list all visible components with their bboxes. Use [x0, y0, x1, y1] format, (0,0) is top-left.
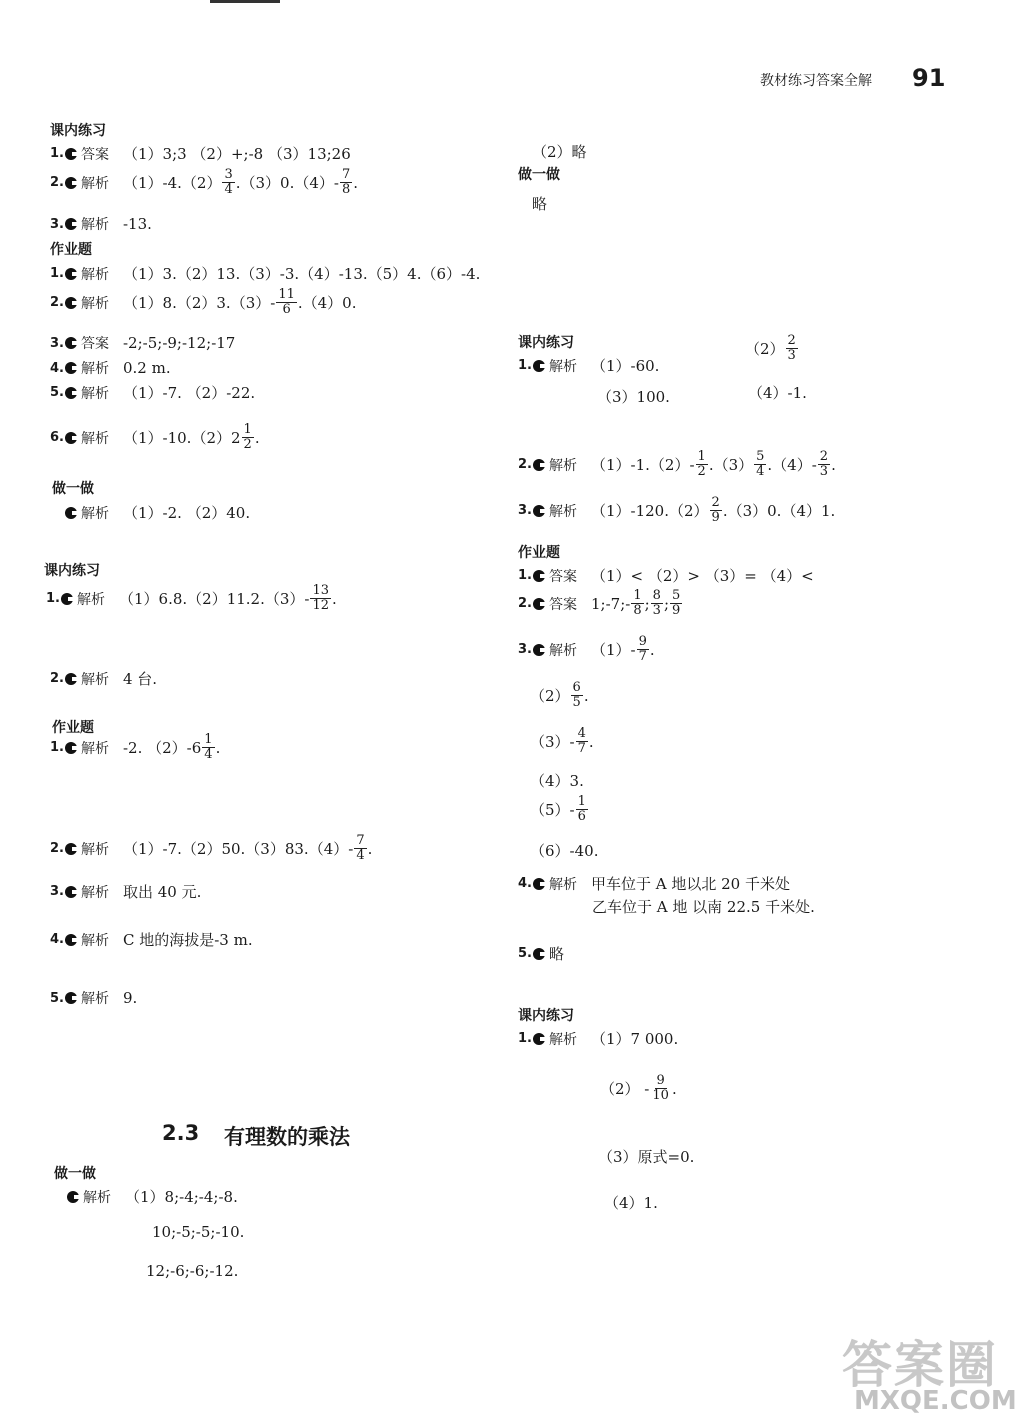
answer-label: 解析 [80, 841, 109, 858]
denominator: 2 [697, 464, 706, 479]
answer-text: （1）-120.（2） [590, 502, 709, 520]
answer-item [50, 263, 480, 284]
numerator: 1 [633, 588, 642, 603]
answer-text: . [215, 738, 221, 757]
answer-text: （1）- [590, 641, 636, 659]
answer-text: ; [644, 594, 650, 613]
fraction [670, 589, 682, 618]
watermark-logo: 答案圈 [842, 1336, 998, 1394]
answer-label: 解析 [80, 430, 109, 447]
question-number: 3. [50, 335, 64, 351]
answer-item [50, 214, 152, 234]
answer-line: （4）1. [604, 1194, 658, 1212]
answer-label: 解析 [80, 740, 109, 757]
answer-item [50, 988, 137, 1008]
denominator: 3 [819, 464, 829, 479]
answer-item [50, 358, 171, 378]
answer-text: （1）8.（2）3.（3）- [122, 294, 276, 312]
bullet-icon [65, 507, 77, 519]
fraction [818, 450, 830, 479]
answer-line: 12;-6;-6;-12. [146, 1262, 239, 1280]
answer-item [50, 143, 351, 164]
answer-item [50, 834, 372, 863]
bullet-icon [65, 177, 77, 189]
section-heading: 作业题 [518, 545, 560, 561]
bullet-icon [533, 948, 545, 960]
question-number: 2. [518, 457, 532, 472]
bullet-icon [65, 362, 77, 374]
answer-text: 略 [548, 945, 564, 963]
denominator: 3 [652, 603, 661, 618]
bullet-icon [533, 459, 545, 471]
bullet-icon [67, 1191, 79, 1203]
answer-label: 解析 [76, 591, 105, 608]
answer-text: （2） [745, 340, 785, 358]
bullet-icon [533, 570, 545, 582]
answer-item [518, 355, 659, 376]
answer-text: （1）-7.（2）50.（3）83.（4）- [122, 840, 354, 858]
numerator: 9 [638, 634, 647, 649]
answer-label: 解析 [80, 361, 109, 377]
question-number: 3. [518, 642, 532, 657]
section-heading: 做一做 [52, 481, 94, 497]
answer-label: 解析 [548, 642, 577, 659]
question-number: 5. [50, 385, 64, 400]
answer-text: （1）8;-4;-4;-8. [125, 1188, 238, 1206]
section-heading: 课内练习 [44, 563, 100, 579]
fraction [637, 635, 649, 664]
question-number: 4. [50, 932, 64, 947]
answer-text: ; [663, 594, 670, 613]
numerator: 2 [819, 449, 829, 464]
section-heading: 做一做 [54, 1166, 96, 1182]
question-number: 2. [518, 596, 532, 611]
answer-label: 解析 [81, 505, 109, 522]
question-number: 3. [50, 884, 64, 899]
numerator: 1 [204, 732, 213, 747]
answer-label: 解析 [80, 295, 109, 312]
answer-item [518, 873, 790, 894]
bullet-icon [65, 843, 77, 855]
answer-line: （4）3. [530, 772, 584, 790]
bullet-icon [65, 148, 77, 160]
denominator: 2 [243, 437, 252, 452]
fraction [222, 168, 234, 197]
answer-label: 解析 [548, 1031, 577, 1048]
answer-text: 9. [122, 989, 138, 1007]
question-number: 3. [50, 216, 64, 232]
numerator: 5 [756, 449, 765, 464]
section-number: 2.3 [162, 1121, 200, 1145]
answer-label: 解析 [80, 385, 109, 402]
answer-item [530, 681, 589, 710]
answer-text: （1）-7. （2）-22. [122, 384, 256, 402]
question-number: 3. [518, 503, 532, 518]
numerator: 2 [711, 495, 720, 510]
answer-item [64, 502, 250, 523]
answer-text: （5）- [530, 801, 575, 819]
denominator: 10 [652, 1088, 669, 1103]
fraction [310, 584, 331, 613]
question-number: 4. [518, 876, 532, 891]
answer-text: （1）3.（2）13.（3）-3.（4）-13.（5）4.（6）-4. [122, 265, 481, 283]
section-heading: 课内练习 [518, 1008, 574, 1024]
numerator: 1 [697, 449, 706, 464]
question-number: 2. [50, 841, 64, 856]
question-number: 1. [50, 266, 64, 281]
answer-label: 解析 [80, 884, 109, 901]
bullet-icon [533, 505, 545, 517]
bullet-icon [65, 934, 77, 946]
bullet-icon [65, 218, 77, 230]
answer-item [518, 496, 835, 525]
numerator: 1 [577, 794, 586, 809]
answer-text: . [332, 589, 337, 608]
numerator: 5 [672, 588, 681, 603]
answer-text: （1）7 000. [590, 1030, 679, 1048]
answer-text: 取出 40 元. [122, 883, 202, 901]
answer-text: -13. [122, 215, 152, 233]
header-decor-line [210, 0, 280, 3]
numerator: 9 [656, 1073, 665, 1088]
answer-text: （1）-10.（2）2 [122, 429, 241, 447]
answer-text: （1）-60. [590, 357, 660, 375]
section-heading: 作业题 [50, 242, 92, 258]
answer-item [50, 288, 356, 317]
question-number: 1. [518, 358, 532, 373]
answer-item [50, 929, 253, 950]
fraction [696, 450, 708, 479]
answer-line: （6）-40. [530, 842, 599, 860]
answer-text: . [353, 173, 359, 192]
bullet-icon [65, 432, 77, 444]
section-heading: 课内练习 [518, 335, 574, 351]
fraction [340, 168, 352, 197]
answer-text: .（3）0.（4）- [235, 174, 339, 192]
fraction [571, 681, 583, 710]
numerator: 3 [224, 167, 233, 182]
fraction [354, 834, 366, 863]
answer-text: （1）-1.（2）- [590, 456, 695, 474]
bullet-icon [533, 644, 545, 656]
denominator: 6 [577, 809, 586, 824]
answer-text: （1）3;3 （2）+;-8 （3）13;26 [122, 145, 351, 163]
bullet-icon [65, 673, 77, 685]
answer-text: . [367, 839, 373, 858]
fraction [651, 589, 663, 618]
denominator: 4 [356, 848, 365, 863]
answer-item [530, 727, 594, 756]
denominator: 3 [787, 348, 796, 363]
answer-label: 答案 [548, 596, 577, 613]
bullet-icon [65, 297, 77, 309]
fraction [242, 423, 254, 452]
answer-label: 答案 [80, 336, 109, 352]
answer-item [518, 565, 814, 586]
answer-item [600, 1074, 677, 1103]
answer-item [50, 333, 235, 353]
numerator: 6 [572, 680, 581, 695]
denominator: 6 [282, 302, 291, 317]
answer-item [50, 881, 201, 902]
answer-text: 4 台. [122, 670, 158, 688]
answer-text: -2. （2）-6 [122, 739, 202, 757]
answer-label: 解析 [83, 1189, 111, 1206]
answer-label: 解析 [548, 457, 577, 474]
answer-line: （4）-1. [748, 384, 807, 402]
question-number: 1. [50, 740, 64, 755]
denominator: 5 [572, 695, 581, 710]
answer-text: .（4）- [767, 456, 817, 474]
answer-text: C 地的海拔是-3 m. [122, 931, 253, 949]
bullet-icon [533, 878, 545, 890]
bullet-icon [65, 886, 77, 898]
answer-item [66, 1186, 238, 1207]
answer-text: .（3）0.（4）1. [722, 502, 836, 520]
bullet-icon [65, 387, 77, 399]
answer-text: 1;-7;- [590, 594, 631, 613]
answer-item [50, 423, 260, 452]
answer-label: 答案 [548, 568, 577, 585]
answer-line: 10;-5;-5;-10. [152, 1223, 245, 1241]
numerator: 7 [341, 167, 351, 182]
answer-item [518, 589, 683, 618]
question-number: 1. [518, 1031, 532, 1046]
answer-text: （1）6.8.（2）11.2.（3）- [118, 590, 310, 608]
watermark-url: MXQE.COM [854, 1386, 1017, 1416]
question-number: 4. [50, 360, 64, 376]
answer-label: 答案 [80, 146, 109, 163]
section-heading: 作业题 [52, 720, 94, 736]
denominator: 4 [204, 747, 213, 762]
fraction [276, 288, 297, 317]
fraction [576, 727, 588, 756]
bullet-icon [65, 337, 77, 349]
denominator: 12 [312, 598, 330, 613]
answer-item [518, 450, 836, 479]
bullet-icon [65, 742, 77, 754]
answer-line: 乙车位于 A 地 以南 22.5 千米处. [592, 898, 815, 916]
answer-text: .（3） [708, 456, 754, 474]
denominator: 8 [633, 603, 642, 618]
fraction [202, 733, 214, 762]
numerator: 8 [652, 588, 661, 603]
fraction [786, 334, 798, 363]
fraction [631, 589, 643, 618]
answer-item [50, 168, 358, 197]
question-number: 1. [518, 568, 532, 583]
denominator: 8 [341, 182, 351, 197]
denominator: 9 [711, 510, 720, 525]
header-title: 教材练习答案全解 [760, 73, 872, 89]
answer-text: （2） [530, 687, 570, 705]
bullet-icon [533, 1033, 545, 1045]
answer-item [50, 668, 157, 689]
answer-label: 解析 [80, 991, 109, 1007]
answer-text: 甲车位于 A 地以北 20 千米处 [590, 875, 790, 893]
answer-text: （1）-2. （2）40. [123, 504, 251, 522]
answer-line: 略 [532, 195, 548, 213]
question-number: 5. [50, 990, 64, 1006]
answer-label: 解析 [548, 503, 577, 520]
answer-line: （3）100. [597, 388, 670, 406]
answer-text: . [588, 732, 594, 751]
answer-item [50, 733, 220, 762]
answer-text: （3）- [530, 733, 575, 751]
answer-text: . [831, 455, 836, 474]
question-number: 5. [518, 946, 532, 961]
fraction [576, 795, 588, 824]
question-number: 2. [50, 175, 64, 190]
answer-text: . [254, 428, 260, 447]
answer-text: . [583, 686, 589, 705]
answer-item [50, 382, 255, 403]
answer-text: （1）< （2）> （3）= （4）< [590, 567, 814, 585]
answer-text: . [671, 1079, 677, 1098]
numerator: 7 [356, 833, 365, 848]
answer-label: 解析 [80, 175, 109, 192]
answer-label: 解析 [80, 266, 109, 283]
answer-item [530, 795, 589, 824]
answer-item [518, 1028, 678, 1049]
answer-label: 解析 [548, 876, 577, 893]
answer-item [745, 334, 799, 363]
answer-text: 0.2 m. [122, 359, 171, 377]
numerator: 11 [278, 287, 295, 302]
fraction [650, 1074, 671, 1103]
numerator: 13 [312, 583, 330, 598]
answer-text: （1）-4.（2） [122, 174, 222, 192]
bullet-icon [65, 268, 77, 280]
denominator: 4 [756, 464, 765, 479]
fraction [754, 450, 766, 479]
numerator: 4 [577, 726, 586, 741]
answer-item [46, 584, 337, 613]
answer-label: 解析 [80, 217, 109, 233]
denominator: 7 [638, 649, 647, 664]
question-number: 1. [50, 146, 64, 161]
denominator: 4 [224, 182, 233, 197]
fraction [710, 496, 722, 525]
bullet-icon [65, 992, 77, 1004]
denominator: 9 [672, 603, 681, 618]
question-number: 6. [50, 430, 64, 445]
denominator: 7 [577, 741, 586, 756]
answer-item [518, 943, 564, 964]
question-number: 2. [50, 671, 64, 686]
numerator: 2 [787, 333, 796, 348]
page-number: 91 [912, 64, 946, 92]
question-number: 2. [50, 295, 64, 310]
section-heading: 做一做 [518, 167, 560, 183]
answer-line: （2）略 [532, 143, 587, 161]
answer-text: （2） - [600, 1080, 650, 1098]
section-heading: 课内练习 [50, 123, 106, 139]
answer-text: . [649, 640, 655, 659]
numerator: 1 [243, 422, 252, 437]
answer-label: 解析 [80, 932, 109, 949]
bullet-icon [533, 360, 545, 372]
answer-line: （3）原式=0. [598, 1148, 695, 1166]
bullet-icon [533, 598, 545, 610]
answer-label: 解析 [80, 671, 109, 688]
section-title: 有理数的乘法 [224, 1125, 350, 1149]
answer-item [518, 635, 655, 664]
answer-label: 解析 [548, 358, 577, 375]
question-number: 1. [46, 591, 60, 606]
answer-text: .（4）0. [297, 294, 357, 312]
answer-text: -2;-5;-9;-12;-17 [122, 334, 236, 352]
bullet-icon [61, 593, 73, 605]
